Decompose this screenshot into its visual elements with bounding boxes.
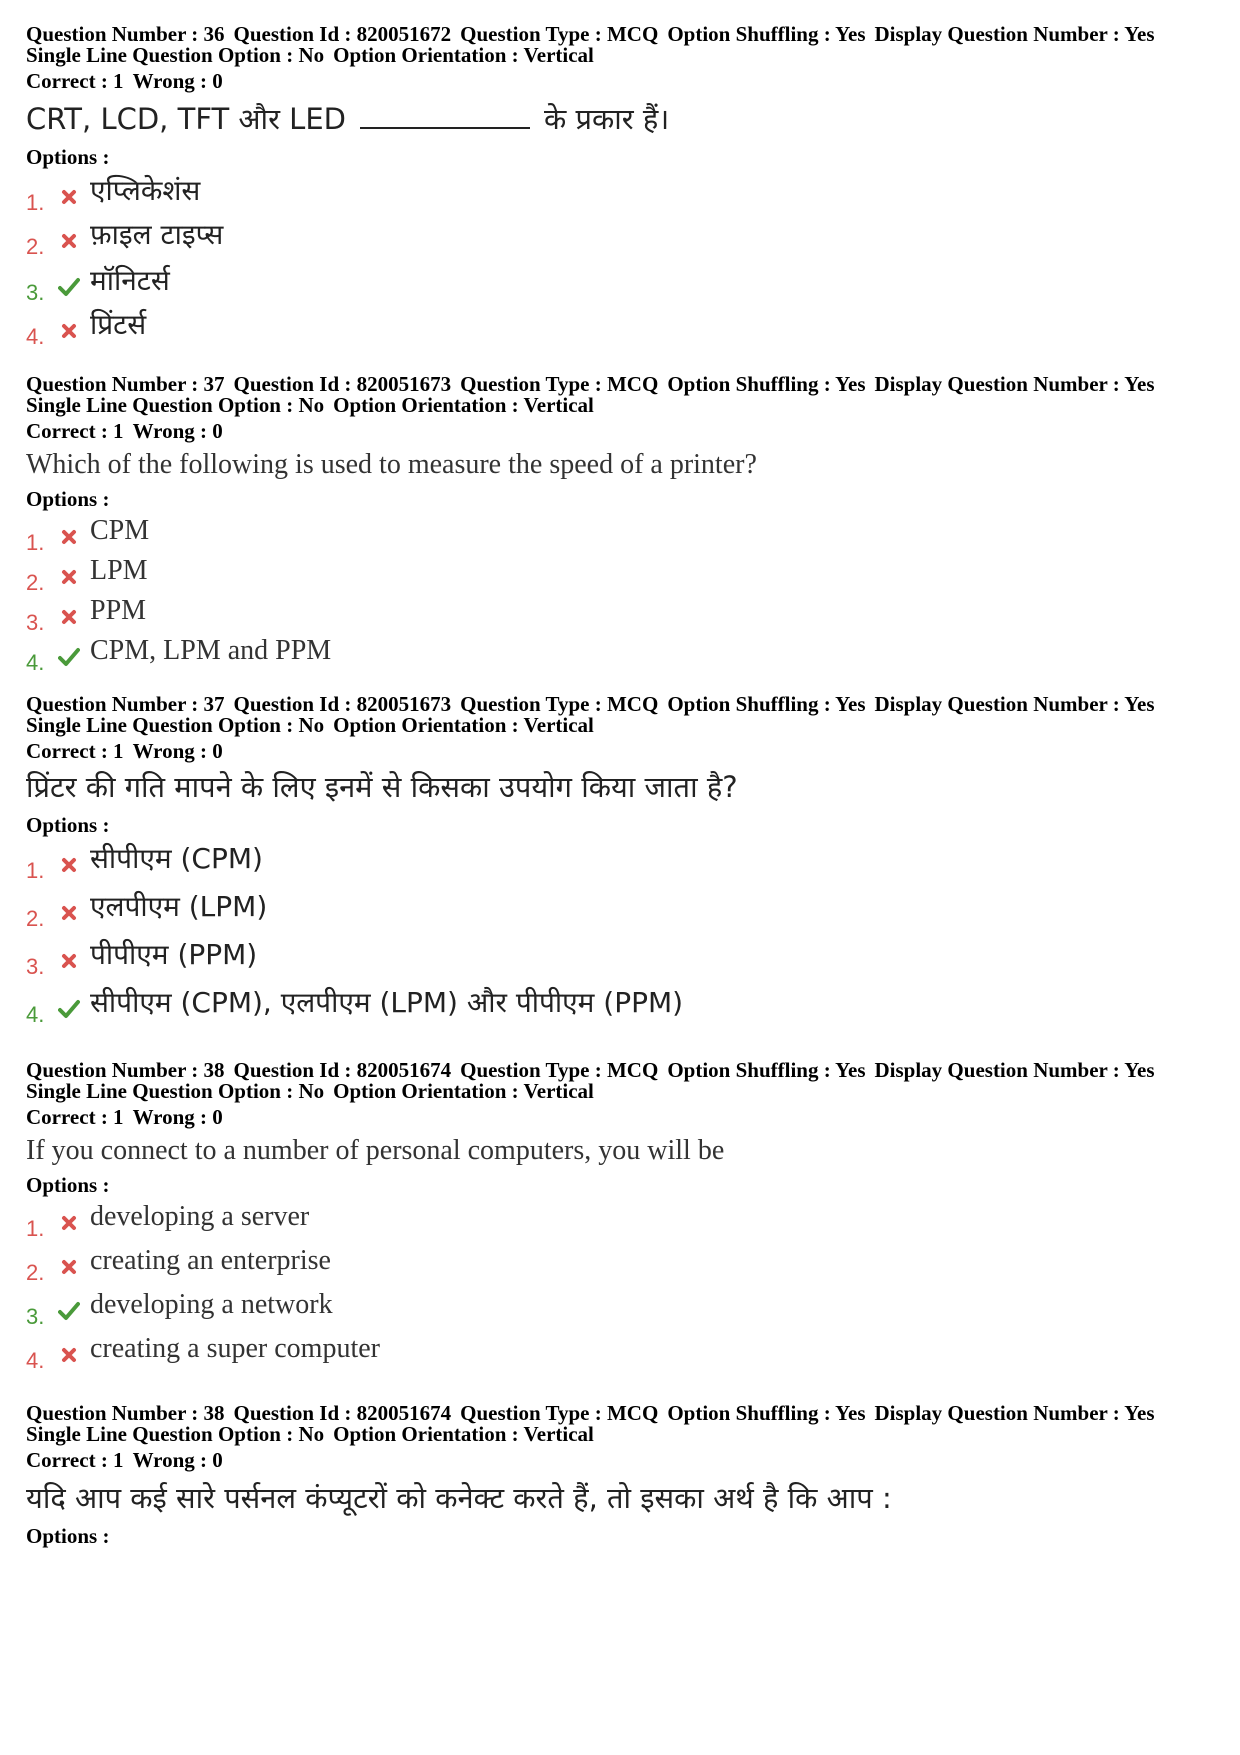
option-text: एलपीएम (LPM) (90, 890, 268, 923)
question-number: Question Number : 36 (26, 22, 225, 46)
option-3 (26, 264, 1216, 305)
question-type: Question Type : MCQ (460, 22, 659, 46)
question-block-37-hi (26, 692, 1216, 1027)
option-4 (26, 986, 1216, 1027)
single-line-option: Single Line Question Option : No (26, 1422, 325, 1446)
option-2 (26, 554, 1216, 595)
cross-icon (54, 186, 84, 208)
question-number: Question Number : 37 (26, 372, 225, 396)
question-text-end: के प्रकार हैं। (544, 102, 670, 136)
question-text: If you connect to a number of personal computers, you will be (26, 1135, 725, 1166)
option-number: 1. (26, 190, 45, 215)
cross-icon (54, 320, 84, 342)
wrong-marks: Wrong : 0 (132, 1105, 223, 1129)
option-text: मॉनिटर्स (90, 264, 170, 297)
question-text: यदि आप कई सारे पर्सनल कंप्यूटरों को कनेक्ट करते हैं, तो इसका अर्थ है कि आप : (26, 1481, 892, 1515)
option-shuffling: Option Shuffling : Yes (667, 22, 866, 46)
option-shuffling: Option Shuffling : Yes (667, 692, 866, 716)
cross-icon (54, 1256, 84, 1278)
correct-marks: Correct : 1 (26, 419, 124, 443)
cross-icon (54, 566, 84, 588)
marks-line (26, 421, 1216, 442)
question-meta-line2 (26, 1081, 1216, 1102)
option-number: 3. (26, 280, 45, 305)
question-id: Question Id : 820051672 (233, 22, 452, 46)
option-number: 4. (26, 324, 45, 349)
option-3 (26, 938, 1216, 979)
question-id: Question Id : 820051674 (233, 1401, 452, 1425)
display-question-number: Display Question Number : Yes (874, 372, 1155, 396)
option-1 (26, 174, 1216, 215)
option-number: 3. (26, 610, 45, 635)
option-shuffling: Option Shuffling : Yes (667, 1058, 866, 1082)
display-question-number: Display Question Number : Yes (874, 1401, 1155, 1425)
question-meta-line1 (26, 694, 1216, 715)
option-text: developing a server (90, 1201, 310, 1232)
correct-marks: Correct : 1 (26, 1448, 124, 1472)
check-icon (54, 998, 84, 1020)
marks-line (26, 741, 1216, 762)
question-number: Question Number : 37 (26, 692, 225, 716)
wrong-marks: Wrong : 0 (132, 739, 223, 763)
options-label: Options : (26, 813, 110, 837)
question-id: Question Id : 820051673 (233, 692, 452, 716)
options-list (26, 174, 1216, 349)
check-icon (54, 646, 84, 668)
options-list (26, 842, 1216, 1027)
display-question-number: Display Question Number : Yes (874, 1058, 1155, 1082)
cross-icon (54, 902, 84, 924)
cross-icon (54, 1212, 84, 1234)
option-number: 1. (26, 858, 45, 883)
option-text: पीपीएम (PPM) (90, 938, 258, 971)
option-text: PPM (90, 595, 147, 626)
check-icon (54, 276, 84, 298)
option-orientation: Option Orientation : Vertical (333, 43, 594, 67)
check-icon (54, 1300, 84, 1322)
question-meta-line2 (26, 1424, 1216, 1445)
display-question-number: Display Question Number : Yes (874, 22, 1155, 46)
blank-line (360, 103, 530, 129)
options-list (26, 1200, 1216, 1373)
question-type: Question Type : MCQ (460, 1058, 659, 1082)
cross-icon (54, 1344, 84, 1366)
wrong-marks: Wrong : 0 (132, 1448, 223, 1472)
question-block-37-en (26, 372, 1216, 675)
option-number: 4. (26, 1348, 45, 1373)
cross-icon (54, 606, 84, 628)
option-text: CPM (90, 515, 150, 546)
cross-icon (54, 950, 84, 972)
question-type: Question Type : MCQ (460, 692, 659, 716)
option-number: 1. (26, 1216, 45, 1241)
question-block-38-en (26, 1058, 1216, 1373)
question-type: Question Type : MCQ (460, 1401, 659, 1425)
single-line-option: Single Line Question Option : No (26, 713, 325, 737)
option-number: 4. (26, 650, 45, 675)
option-orientation: Option Orientation : Vertical (333, 393, 594, 417)
question-text-start: CRT, LCD, TFT और LED (26, 102, 346, 136)
single-line-option: Single Line Question Option : No (26, 393, 325, 417)
question-text: प्रिंटर की गति मापने के लिए इनमें से किसका उपयोग किया जाता है? (26, 770, 738, 804)
question-meta-line1 (26, 24, 1216, 45)
option-orientation: Option Orientation : Vertical (333, 1422, 594, 1446)
option-text: LPM (90, 555, 148, 586)
question-text (26, 100, 1216, 138)
option-number: 2. (26, 1260, 45, 1285)
question-meta-line2 (26, 45, 1216, 66)
question-meta-line2 (26, 715, 1216, 736)
correct-marks: Correct : 1 (26, 69, 124, 93)
question-meta-line2 (26, 395, 1216, 416)
correct-marks: Correct : 1 (26, 1105, 124, 1129)
option-text: सीपीएम (CPM), एलपीएम (LPM) और पीपीएम (PPM) (90, 986, 684, 1019)
option-4 (26, 634, 1216, 675)
display-question-number: Display Question Number : Yes (874, 692, 1155, 716)
option-1 (26, 1200, 1216, 1241)
option-1 (26, 514, 1216, 555)
single-line-option: Single Line Question Option : No (26, 1079, 325, 1103)
option-number: 2. (26, 570, 45, 595)
marks-line (26, 1107, 1216, 1128)
question-text: Which of the following is used to measure the speed of a printer? (26, 449, 757, 480)
option-text: सीपीएम (CPM) (90, 842, 263, 875)
question-number: Question Number : 38 (26, 1401, 225, 1425)
option-shuffling: Option Shuffling : Yes (667, 372, 866, 396)
cross-icon (54, 854, 84, 876)
option-2 (26, 890, 1216, 931)
option-text: creating a super computer (90, 1333, 380, 1364)
options-label: Options : (26, 1524, 110, 1548)
option-number: 3. (26, 1304, 45, 1329)
option-3 (26, 1288, 1216, 1329)
option-4 (26, 308, 1216, 349)
option-text: creating an enterprise (90, 1245, 331, 1276)
option-number: 2. (26, 906, 45, 931)
question-id: Question Id : 820051673 (233, 372, 452, 396)
option-orientation: Option Orientation : Vertical (333, 713, 594, 737)
option-text: एप्लिकेशंस (90, 174, 201, 207)
wrong-marks: Wrong : 0 (132, 69, 223, 93)
option-shuffling: Option Shuffling : Yes (667, 1401, 866, 1425)
option-text: प्रिंटर्स (90, 308, 147, 341)
question-meta-line1 (26, 374, 1216, 395)
question-block-36 (26, 22, 1216, 349)
question-meta-line1 (26, 1403, 1216, 1424)
option-1 (26, 842, 1216, 883)
question-type: Question Type : MCQ (460, 372, 659, 396)
option-text: फ़ाइल टाइप्स (90, 218, 224, 251)
marks-line (26, 71, 1216, 92)
cross-icon (54, 230, 84, 252)
options-label: Options : (26, 145, 110, 169)
option-2 (26, 1244, 1216, 1285)
option-text: CPM, LPM and PPM (90, 635, 332, 666)
option-4 (26, 1332, 1216, 1373)
option-number: 1. (26, 530, 45, 555)
question-meta-line1 (26, 1060, 1216, 1081)
question-number: Question Number : 38 (26, 1058, 225, 1082)
correct-marks: Correct : 1 (26, 739, 124, 763)
options-label: Options : (26, 1173, 110, 1197)
option-3 (26, 594, 1216, 635)
option-number: 2. (26, 234, 45, 259)
cross-icon (54, 526, 84, 548)
single-line-option: Single Line Question Option : No (26, 43, 325, 67)
options-list (26, 514, 1216, 675)
option-text: developing a network (90, 1289, 333, 1320)
option-orientation: Option Orientation : Vertical (333, 1079, 594, 1103)
marks-line (26, 1450, 1216, 1471)
option-number: 4. (26, 1002, 45, 1027)
question-id: Question Id : 820051674 (233, 1058, 452, 1082)
option-2 (26, 218, 1216, 259)
options-label: Options : (26, 487, 110, 511)
wrong-marks: Wrong : 0 (132, 419, 223, 443)
question-block-38-hi (26, 1403, 1216, 1547)
option-number: 3. (26, 954, 45, 979)
